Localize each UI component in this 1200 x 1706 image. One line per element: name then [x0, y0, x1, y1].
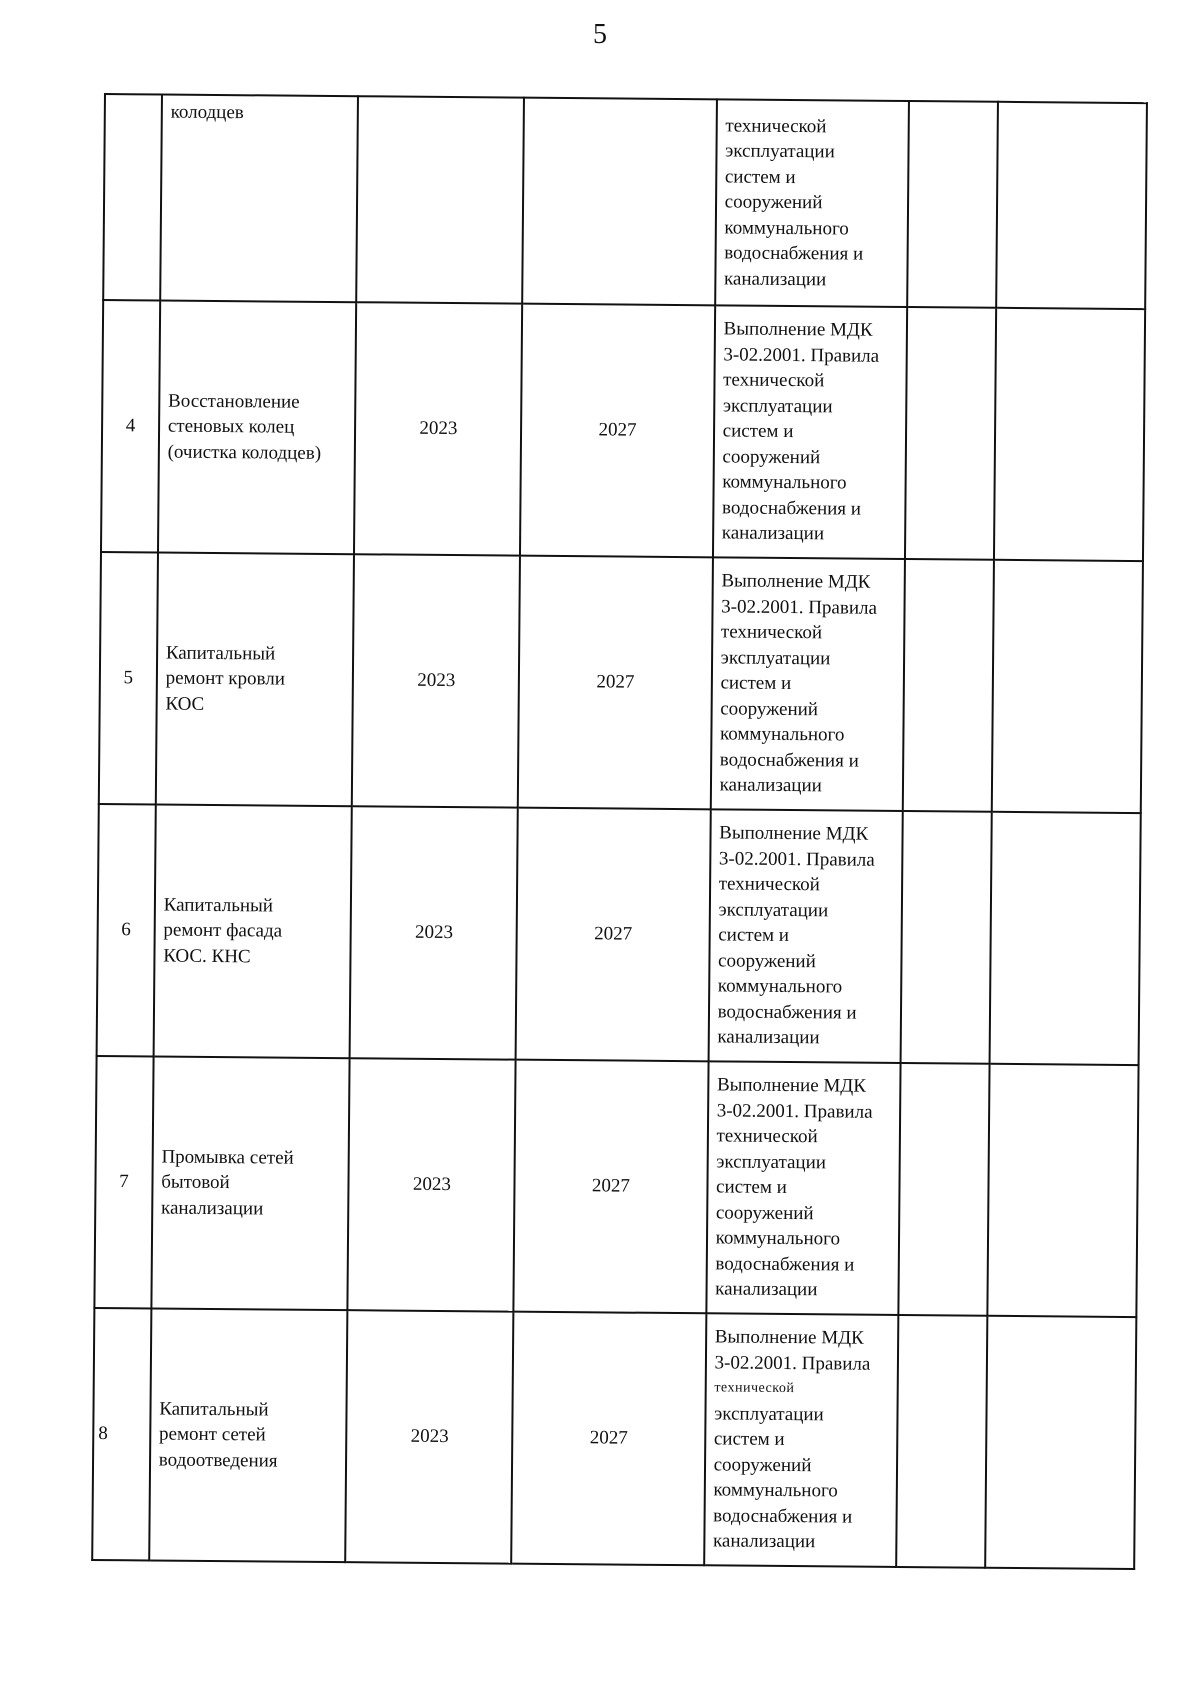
cell-number: [97, 804, 156, 1056]
basis-line: 3-02.2001. Правила: [714, 1352, 871, 1375]
table-row: [94, 1056, 1138, 1317]
row-number: 7: [119, 1171, 129, 1193]
table-row: [101, 300, 1145, 561]
cell-empty: [896, 1315, 988, 1568]
basis-line: канализации: [723, 268, 827, 291]
cell-start-year: [346, 1310, 514, 1563]
start-year: 2023: [414, 921, 454, 944]
basis-line: сооружений: [713, 1454, 812, 1476]
basis-line: эксплуатации: [720, 647, 831, 670]
end-year: 2027: [589, 1427, 628, 1449]
basis-line: Выполнение МДК: [719, 822, 869, 845]
basis-line: технической: [716, 1125, 818, 1148]
measure-name-line: ремонт кровли: [165, 667, 286, 690]
basis-line: канализации: [712, 1530, 816, 1553]
measure-name-line: Промывка сетей: [161, 1146, 294, 1169]
row-number: 4: [125, 415, 136, 437]
cell-end-year: [523, 98, 717, 306]
cell-start-year: [350, 806, 518, 1059]
basis-line: технической: [720, 621, 823, 644]
cell-measure-name: [158, 300, 357, 554]
cell-empty: [988, 1064, 1139, 1317]
basis-line: канализации: [715, 1278, 818, 1301]
basis-line: канализации: [719, 774, 822, 797]
cell-number: [94, 1056, 153, 1308]
cell-empty: [990, 812, 1141, 1065]
end-year: 2027: [596, 671, 635, 693]
page-number: 5: [593, 19, 607, 50]
basis-line: коммунального: [713, 1479, 838, 1502]
row-number: 8: [98, 1423, 108, 1445]
start-year: 2023: [417, 670, 456, 692]
row-number: 5: [123, 667, 134, 689]
basis-line: эксплуатации: [718, 899, 829, 922]
measure-name-line: колодцев: [170, 101, 244, 124]
cell-end-year: [516, 808, 710, 1062]
cell-measure-name: [151, 1056, 350, 1310]
cell-measure-name: [156, 552, 355, 806]
basis-line: Выполнение МДК: [716, 1074, 867, 1097]
cell-basis: [704, 1313, 898, 1567]
start-year: 2023: [419, 418, 458, 440]
cell-empty: [994, 308, 1145, 561]
cell-start-year: [352, 554, 520, 807]
basis-line: коммунального: [719, 723, 845, 746]
basis-line: 3-02.2001. Правила: [716, 1100, 873, 1123]
end-year: 2027: [594, 923, 633, 945]
cell-basis: [708, 809, 902, 1063]
cell-start-year: [357, 96, 525, 303]
basis-line: технической: [718, 873, 820, 896]
measure-name-line: бытовой: [161, 1171, 230, 1194]
basis-line: коммунального: [722, 471, 847, 494]
basis-line: сооружений: [722, 446, 821, 469]
measure-name-line: КОС. КНС: [163, 945, 251, 968]
cell-number: [99, 552, 158, 804]
measure-name-line: Восстановление: [168, 390, 300, 413]
cell-basis: [715, 99, 909, 307]
cell-measure-name: [160, 95, 358, 303]
basis-line: систем и: [713, 1428, 785, 1451]
cell-number: [103, 94, 162, 300]
measure-name-line: канализации: [160, 1197, 264, 1220]
cell-end-year: [520, 304, 714, 558]
basis-line: эксплуатации: [716, 1151, 827, 1174]
cell-end-year: [518, 556, 712, 810]
measure-name-line: КОС: [165, 693, 205, 715]
basis-line: сооружений: [717, 950, 816, 972]
cell-number: [92, 1308, 151, 1560]
cell-end-year: [514, 1060, 708, 1314]
basis-line: канализации: [721, 522, 825, 545]
measure-name-line: (очистка колодцев): [167, 441, 322, 464]
cell-basis: [710, 557, 904, 811]
cell-empty: [905, 307, 997, 560]
cell-empty: [986, 1316, 1137, 1569]
end-year: 2027: [591, 1175, 631, 1197]
cell-empty: [997, 102, 1147, 309]
measure-name-line: Капитальный: [159, 1398, 269, 1421]
basis-line: сооружений: [720, 698, 819, 721]
basis-line: технической: [714, 1380, 795, 1397]
basis-line: водоснабжения и: [715, 1253, 855, 1276]
measures-table: [91, 93, 1148, 1570]
basis-line: эксплуатации: [725, 140, 835, 163]
basis-line: коммунального: [724, 217, 849, 240]
basis-line: эксплуатации: [714, 1403, 824, 1426]
cell-basis: [713, 305, 907, 559]
start-year: 2023: [410, 1425, 449, 1448]
basis-line: водоснабжения и: [713, 1505, 853, 1528]
basis-line: водоснабжения и: [717, 1001, 857, 1024]
table-body: [92, 94, 1147, 1569]
end-year: 2027: [598, 419, 637, 441]
basis-line: коммунального: [717, 975, 843, 998]
basis-line: систем и: [720, 672, 792, 695]
measure-name-line: Капитальный: [163, 894, 274, 917]
cell-start-year: [354, 302, 522, 555]
basis-line: Выполнение МДК: [714, 1326, 864, 1349]
basis-line: сооружений: [724, 191, 823, 214]
basis-line: 3-02.2001. Правила: [718, 848, 875, 871]
basis-line: 3-02.2001. Правила: [721, 596, 878, 619]
measure-name-line: водоотведения: [158, 1449, 278, 1472]
basis-line: технической: [723, 369, 825, 392]
table-row: [103, 94, 1147, 309]
table-row: [99, 552, 1143, 813]
basis-line: сооружений: [715, 1202, 814, 1224]
cell-number: [101, 300, 160, 552]
cell-basis: [706, 1061, 900, 1315]
basis-line: 3-02.2001. Правила: [723, 344, 880, 367]
basis-line: коммунального: [715, 1227, 841, 1250]
basis-line: Выполнение МДК: [721, 570, 871, 593]
start-year: 2023: [412, 1173, 451, 1196]
measure-name-line: ремонт фасада: [163, 919, 283, 942]
cell-empty: [907, 101, 998, 308]
basis-line: Выполнение МДК: [723, 318, 873, 341]
cell-empty: [903, 559, 995, 812]
cell-end-year: [512, 1312, 706, 1566]
table-row: [97, 804, 1141, 1065]
basis-line: систем и: [718, 924, 790, 947]
basis-line: эксплуатации: [722, 395, 833, 418]
basis-line: систем и: [722, 420, 794, 443]
cell-empty: [900, 811, 992, 1064]
measure-name-line: ремонт сетей: [158, 1423, 266, 1446]
cell-measure-name: [153, 804, 352, 1058]
measure-name-line: стеновых колец: [167, 415, 295, 438]
table-row: [92, 1308, 1136, 1569]
basis-line: водоснабжения и: [724, 242, 864, 265]
basis-line: технической: [725, 115, 827, 138]
cell-empty: [898, 1063, 990, 1316]
basis-line: систем и: [724, 166, 796, 188]
basis-line: систем и: [716, 1176, 787, 1199]
cell-start-year: [348, 1058, 516, 1311]
measure-name-line: Капитальный: [165, 642, 276, 665]
row-number: 6: [121, 919, 131, 941]
basis-line: канализации: [717, 1026, 820, 1049]
cell-empty: [992, 560, 1143, 813]
basis-line: водоснабжения и: [721, 497, 862, 520]
cell-measure-name: [149, 1308, 348, 1562]
basis-line: водоснабжения и: [719, 749, 859, 772]
